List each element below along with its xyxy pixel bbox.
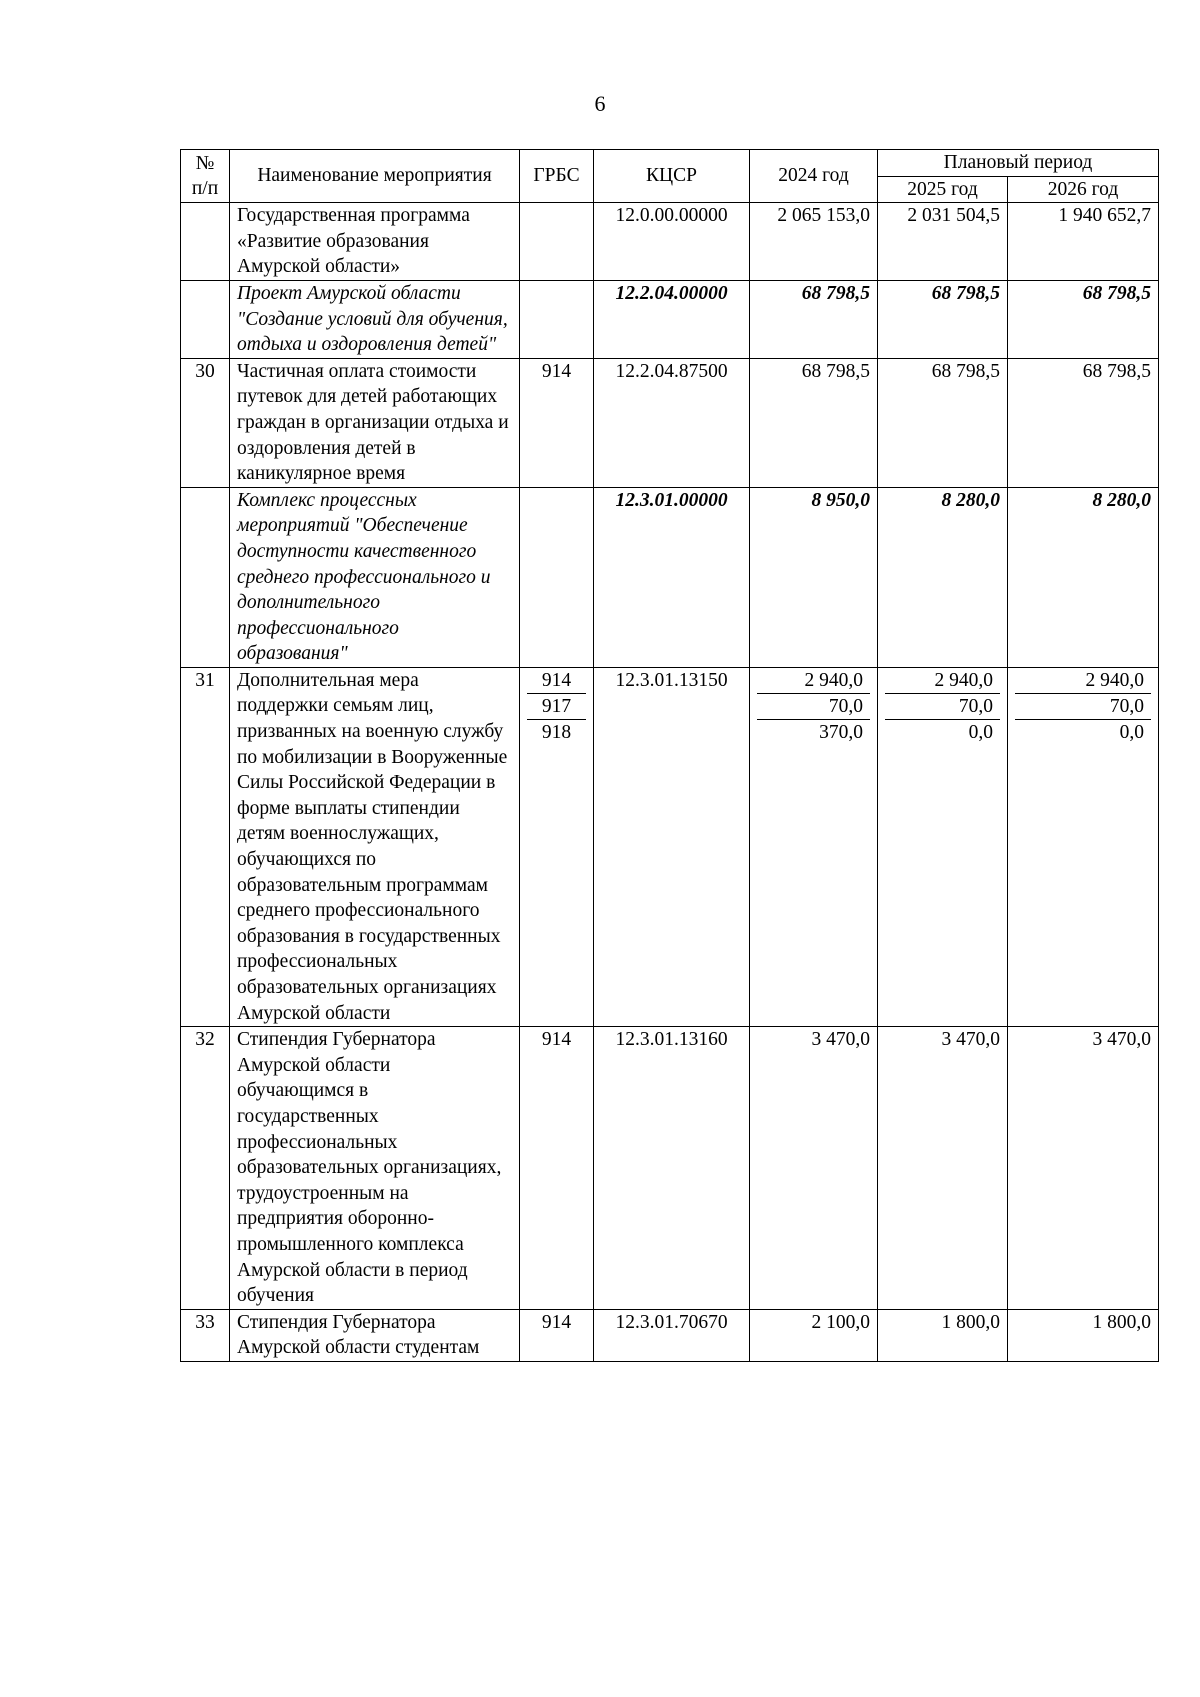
grbs-sub: 914: [527, 668, 586, 694]
row-num: [181, 280, 230, 358]
row-kcsr: 12.3.01.13160: [594, 1027, 750, 1310]
header-2026: 2026 год: [1008, 176, 1159, 203]
row-name: Комплекс процессных мероприятий "Обеспечение доступности качественного среднего профессионального и дополнительного профессионального образования": [230, 487, 520, 667]
row-2026: [1008, 667, 1159, 1026]
row-2026: 1 800,0: [1008, 1309, 1159, 1361]
value-sub: 70,0: [757, 694, 870, 720]
table-row: [181, 358, 1159, 487]
row-2026: 3 470,0: [1008, 1027, 1159, 1310]
row-2025: 68 798,5: [878, 358, 1008, 487]
row-name: Проект Амурской области "Создание условий для обучения, отдыха и оздоровления детей": [230, 280, 520, 358]
row-kcsr: 12.2.04.87500: [594, 358, 750, 487]
row-2024: 8 950,0: [750, 487, 878, 667]
grbs-sub: 917: [527, 694, 586, 720]
row-grbs: [520, 667, 594, 1026]
table-row: [181, 667, 1159, 1026]
row-2026: 68 798,5: [1008, 358, 1159, 487]
budget-table: [180, 149, 1159, 1362]
row-name: Стипендия Губернатора Амурской области обучающимся в государственных профессиональных образовательных организациях, трудоустроенным на предприятия оборонно-промышленного комплекса Амурской области в период обучения: [230, 1027, 520, 1310]
value-sub: 2 940,0: [757, 668, 870, 694]
row-2024: 2 100,0: [750, 1309, 878, 1361]
row-num: 33: [181, 1309, 230, 1361]
row-2024: 68 798,5: [750, 358, 878, 487]
value-sub: 0,0: [1119, 721, 1145, 743]
header-name: Наименование мероприятия: [230, 150, 520, 203]
value-sub: 2 940,0: [1015, 668, 1151, 694]
row-grbs: 914: [520, 358, 594, 487]
table-row: [181, 1027, 1159, 1310]
row-2025: 2 031 504,5: [878, 203, 1008, 281]
table-row: [181, 203, 1159, 281]
header-kcsr: КЦСР: [594, 150, 750, 203]
header-grbs: ГРБС: [520, 150, 594, 203]
header-2025: 2025 год: [878, 176, 1008, 203]
table-row: [181, 487, 1159, 667]
page-number: 6: [594, 91, 606, 116]
table-row: [181, 280, 1159, 358]
row-2025: [878, 667, 1008, 1026]
row-num: 32: [181, 1027, 230, 1310]
row-2024: 3 470,0: [750, 1027, 878, 1310]
row-grbs: [520, 280, 594, 358]
header-2024: 2024 год: [750, 150, 878, 203]
row-grbs: 914: [520, 1309, 594, 1361]
header-planned-period: Плановый период: [878, 150, 1159, 177]
row-kcsr: 12.2.04.00000: [594, 280, 750, 358]
value-sub: 370,0: [819, 721, 863, 743]
header-num: № п/п: [181, 150, 230, 203]
row-num: 30: [181, 358, 230, 487]
value-sub: 2 940,0: [885, 668, 1000, 694]
value-sub: 0,0: [968, 721, 993, 743]
row-2026: 1 940 652,7: [1008, 203, 1159, 281]
row-grbs: [520, 203, 594, 281]
row-2026: 8 280,0: [1008, 487, 1159, 667]
row-2024: 68 798,5: [750, 280, 878, 358]
row-kcsr: 12.3.01.70670: [594, 1309, 750, 1361]
row-2024: 2 065 153,0: [750, 203, 878, 281]
row-name: Частичная оплата стоимости путевок для детей работающих граждан в организации отдыха и оздоровления детей в каникулярное время: [230, 358, 520, 487]
row-2024: [750, 667, 878, 1026]
row-kcsr: 12.0.00.00000: [594, 203, 750, 281]
row-2025: 8 280,0: [878, 487, 1008, 667]
row-kcsr: 12.3.01.00000: [594, 487, 750, 667]
row-2025: 68 798,5: [878, 280, 1008, 358]
row-name: Дополнительная мера поддержки семьям лиц, призванных на военную службу по мобилизации в Вооруженные Силы Российской Федерации в форме выплаты стипендии детям военнослужащих, обучающихся по образовательным программам среднего профессионального образования в государственных профессиональных образовательных организациях Амурской области: [230, 667, 520, 1026]
value-sub: 70,0: [1015, 694, 1151, 720]
value-sub: 70,0: [885, 694, 1000, 720]
row-kcsr: 12.3.01.13150: [594, 667, 750, 1026]
grbs-sub: 918: [541, 721, 572, 743]
row-grbs: [520, 487, 594, 667]
row-name: Государственная программа «Развитие образования Амурской области»: [230, 203, 520, 281]
row-name: Стипендия Губернатора Амурской области студентам: [230, 1309, 520, 1361]
row-num: [181, 487, 230, 667]
row-2025: 3 470,0: [878, 1027, 1008, 1310]
table-row: [181, 1309, 1159, 1361]
row-num: [181, 203, 230, 281]
row-2026: 68 798,5: [1008, 280, 1159, 358]
row-num: 31: [181, 667, 230, 1026]
row-2025: 1 800,0: [878, 1309, 1008, 1361]
row-grbs: 914: [520, 1027, 594, 1310]
